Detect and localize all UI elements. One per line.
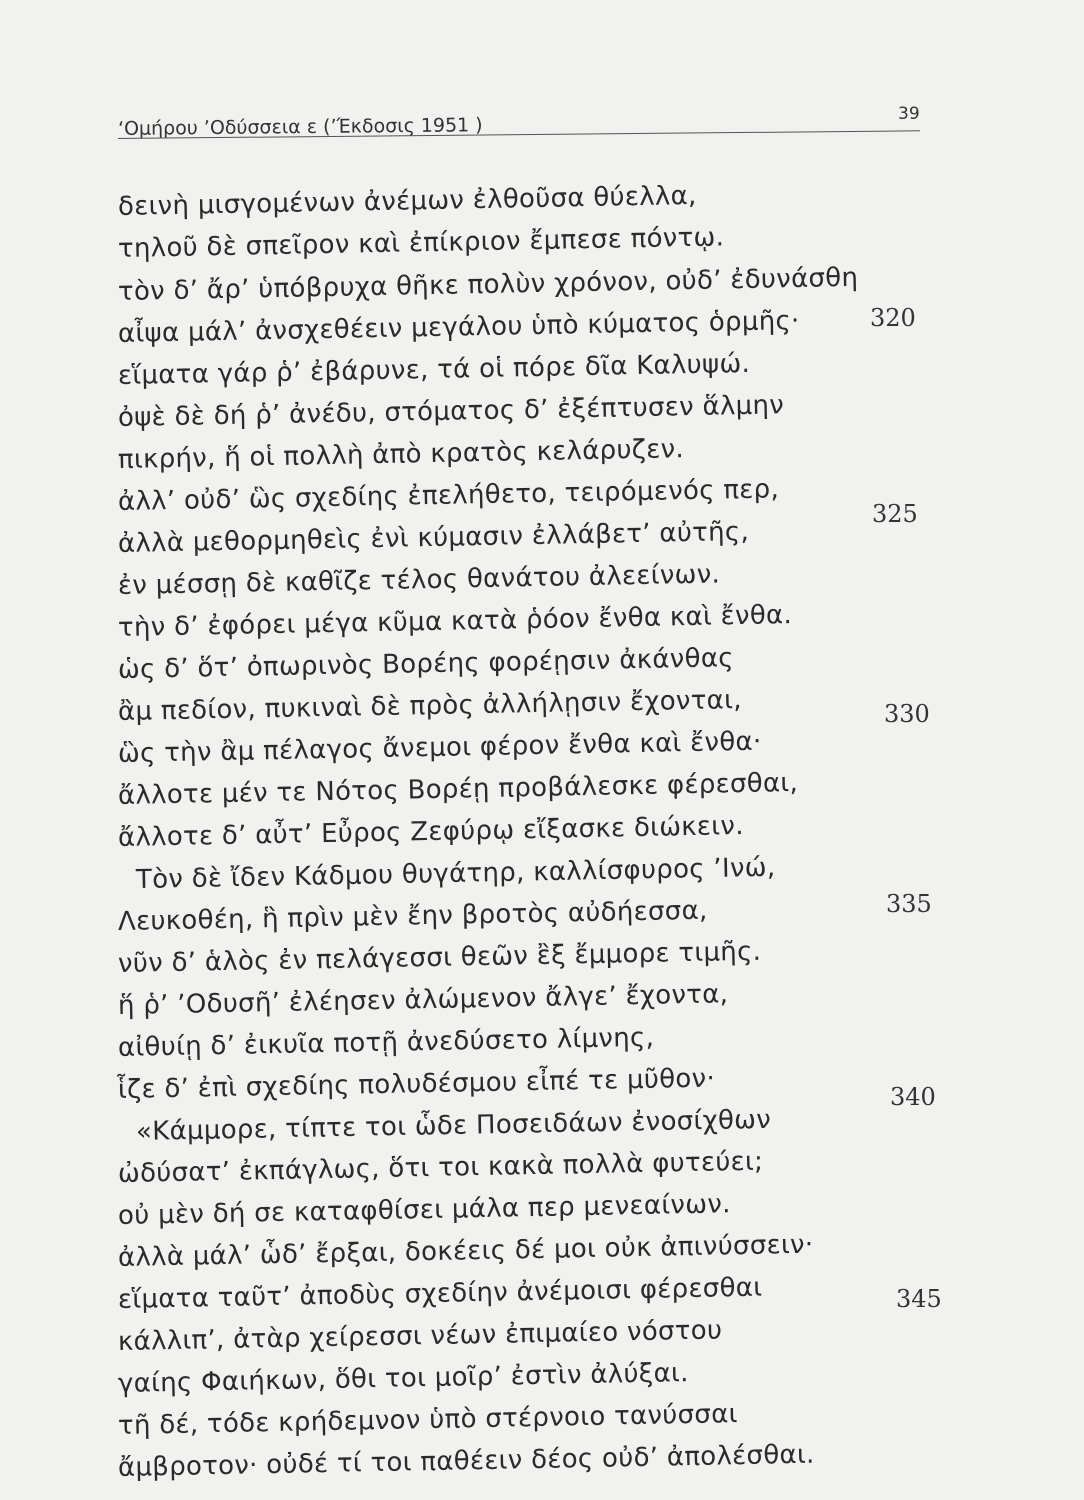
verse-line: αἶψα μάλ’ ἀνσχεθέειν μεγάλου ὑπὸ κύματος ὁρμῆς· bbox=[117, 305, 800, 349]
verse-line: πικρήν, ἥ οἱ πολλὴ ἀπὸ κρατὸς κελάρυζεν. bbox=[117, 434, 685, 475]
line-number: 340 bbox=[890, 1083, 936, 1111]
verse-line: κάλλιπ’, ἀτὰρ χείρεσσι νέων ἐπιμαίεο νόστου bbox=[117, 1315, 723, 1357]
line-number: 330 bbox=[884, 700, 930, 728]
verse-line: τὴν δ’ ἐφόρει μέγα κῦμα κατὰ ῥόον ἔνθα καὶ ἔνθα. bbox=[117, 600, 793, 643]
verse-line: τὸν δ’ ἄρ’ ὑπόβρυχα θῆκε πολὺν χρόνον, οὐδ’ ἐδυνάσθη bbox=[117, 262, 859, 307]
verse-line: «Κάμμορε, τίπτε τοι ὧδε Ποσειδάων ἐνοσίχθων bbox=[135, 1104, 772, 1147]
verse-line: ἷζε δ’ ἐπὶ σχεδίης πολυδέσμου εἶπέ τε μῦθον· bbox=[117, 1063, 716, 1105]
verse-line: ὀψὲ δὲ δή ῥ’ ἀνέδυ, στόματος δ’ ἐξέπτυσεν ἅλμην bbox=[117, 390, 785, 433]
verse-line: γαίης Φαιήκων, ὅθι τοι μοῖρ’ ἐστὶν ἀλύξαι. bbox=[117, 1358, 689, 1399]
verse-line: ὠδύσατ’ ἐκπάγλως, ὅτι τοι κακὰ πολλὰ φυτεύει; bbox=[117, 1146, 764, 1189]
verse-line: ἄλλοτε μέν τε Νότος Βορέῃ προβάλεσκε φέρεσθαι, bbox=[117, 767, 799, 811]
verse-line: ἂμ πεδίον, πυκιναὶ δὲ πρὸς ἀλλήλῃσιν ἔχονται, bbox=[117, 685, 743, 727]
verse-line: ἐν μέσσῃ δὲ καθῖζε τέλος θανάτου ἀλεείνων. bbox=[117, 559, 721, 601]
page-number: 39 bbox=[898, 104, 920, 124]
verse-line: δεινὴ μισγομένων ἀνέμων ἐλθοῦσα θύελλα, bbox=[117, 180, 697, 222]
line-number: 320 bbox=[870, 304, 916, 332]
verse-line: Λευκοθέη, ἣ πρὶν μὲν ἔην βροτὸς αὐδήεσσα, bbox=[117, 895, 708, 937]
verse-line: οὐ μὲν δή σε καταφθίσει μάλα περ μενεαίνων. bbox=[117, 1189, 731, 1231]
verse-line: ὡς δ’ ὅτ’ ὀπωρινὸς Βορέης φορέῃσιν ἀκάνθας bbox=[117, 643, 735, 685]
verse-line: Τὸν δὲ ἴδεν Κάδμου θυγάτηρ, καλλίσφυρος ’Ινώ, bbox=[135, 852, 776, 895]
verse-line: ὣς τὴν ἂμ πέλαγος ἄνεμοι φέρον ἔνθα καὶ ἔνθα· bbox=[117, 726, 762, 769]
verse-line: ἥ ῥ’ ’Οδυσῆ’ ἐλέησεν ἀλώμενον ἄλγε’ ἔχοντα, bbox=[117, 979, 729, 1021]
verse-line: αἰθυίῃ δ’ ἐικυῖα ποτῇ ἀνεδύσετο λίμνης, bbox=[117, 1022, 655, 1063]
line-number: 345 bbox=[896, 1285, 942, 1313]
running-title: ‘Ομήρου ’Οδύσσεια ε (’Έκδοσις 1951 ) bbox=[117, 114, 483, 140]
line-number: 335 bbox=[886, 890, 932, 918]
verse-line: ἀλλὰ μεθορμηθεὶς ἐνὶ κύμασιν ἐλλάβετ’ αὐτῆς, bbox=[117, 516, 750, 559]
verse-line: ἀλλὰ μάλ’ ὧδ’ ἔρξαι, δοκέεις δέ μοι οὐκ ἀπινύσσειν· bbox=[117, 1229, 814, 1273]
verse-line: ἄλλοτε δ’ αὖτ’ Εὖρος Ζεφύρῳ εἴξασκε διώκειν. bbox=[117, 810, 745, 853]
verse-line: τῆ δέ, τόδε κρήδεμνον ὑπὸ στέρνοιο τανύσσαι bbox=[117, 1399, 738, 1441]
verse-line: εἵματα ταῦτ’ ἀποδὺς σχεδίην ἀνέμοισι φέρεσθαι bbox=[117, 1272, 763, 1315]
verse-line: εἵματα γάρ ῥ’ ἐβάρυνε, τά οἱ πόρε δῖα Καλυψώ. bbox=[117, 348, 751, 391]
verse-line: ἄμβροτον· οὐδέ τί τοι παθέειν δέος οὐδ’ ἀπολέσθαι. bbox=[117, 1439, 815, 1483]
verse-line: ἀλλ’ οὐδ’ ὣς σχεδίης ἐπελήθετο, τειρόμενός περ, bbox=[117, 474, 780, 517]
verse-line: τηλοῦ δὲ σπεῖρον καὶ ἐπίκριον ἔμπεσε πόντῳ. bbox=[117, 222, 725, 264]
verse-line: νῦν δ’ ἁλὸς ἐν πελάγεσσι θεῶν ἒξ ἔμμορε τιμῆς. bbox=[117, 936, 762, 979]
line-number: 325 bbox=[872, 500, 918, 528]
